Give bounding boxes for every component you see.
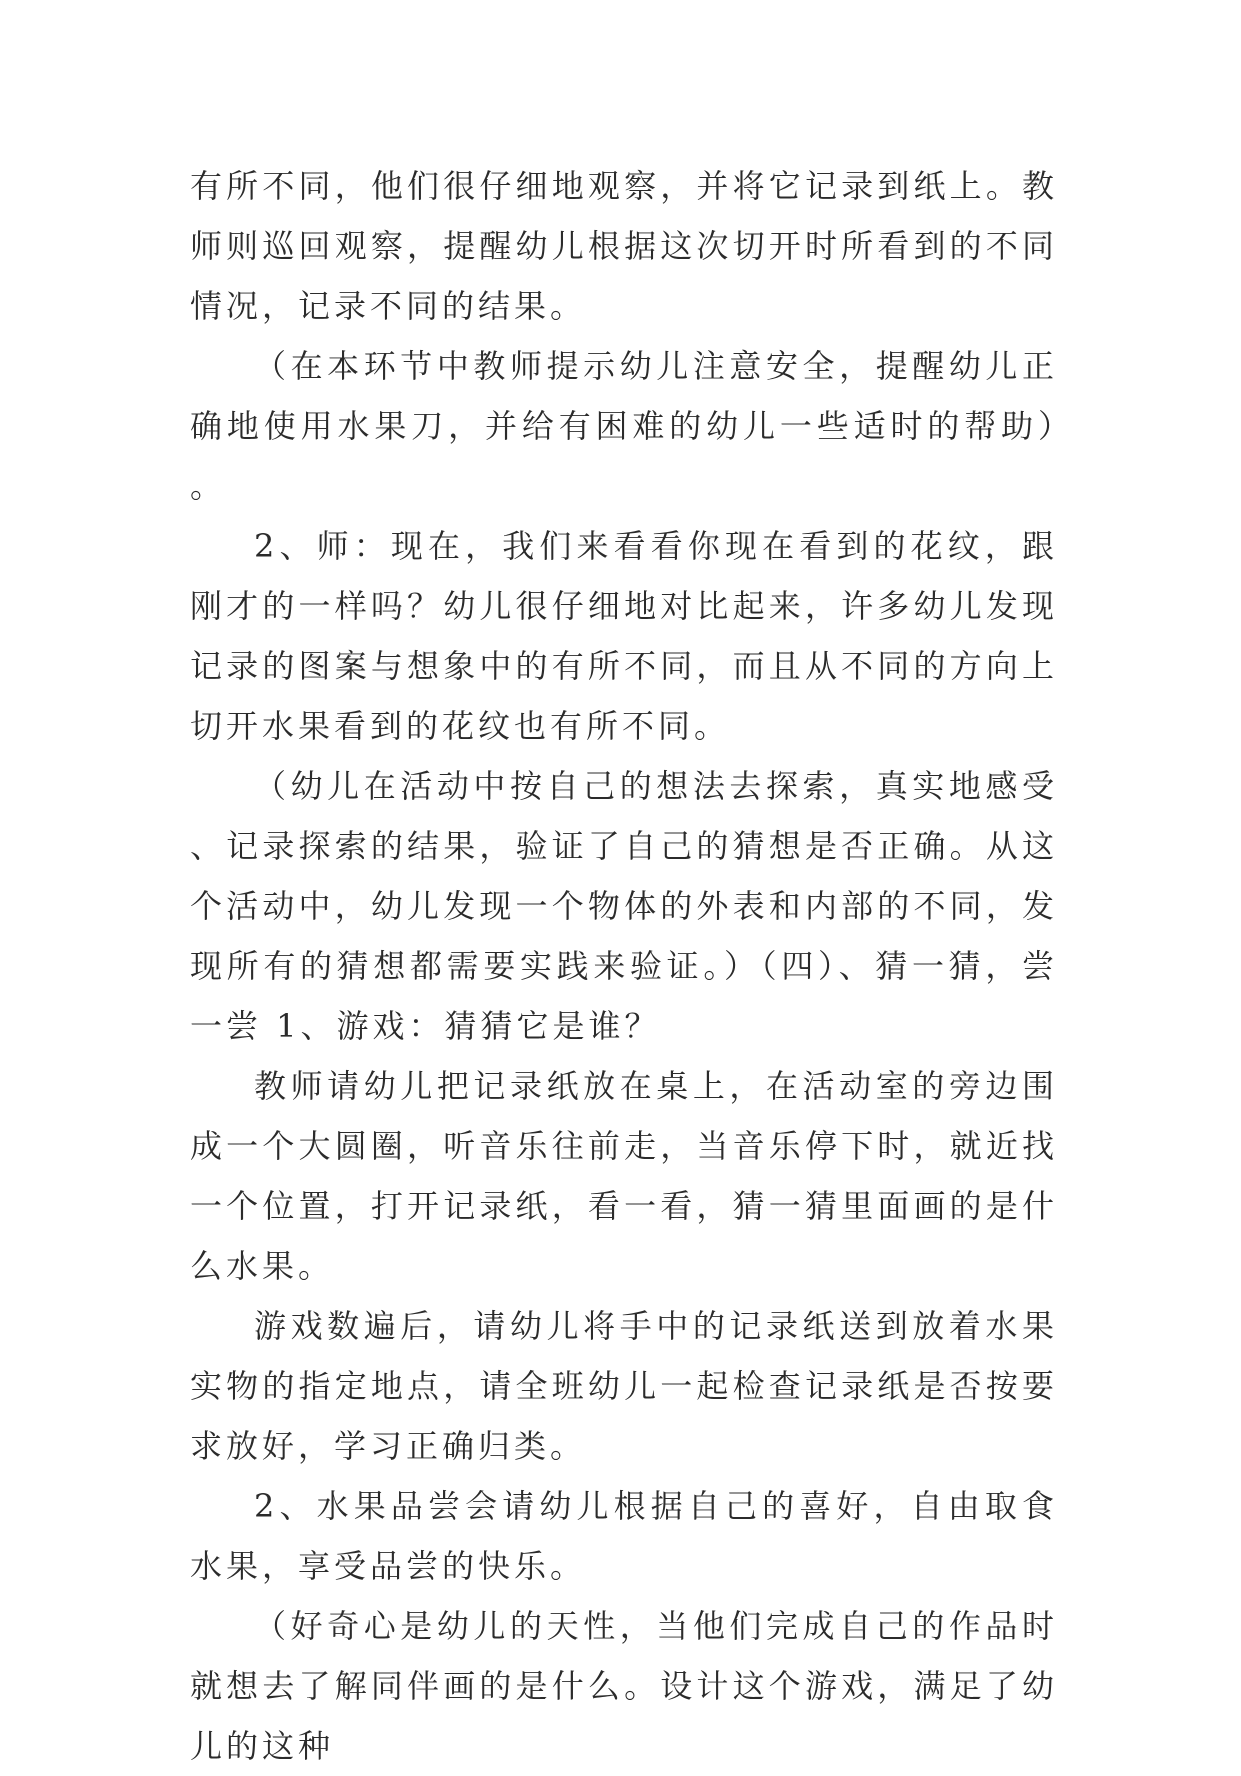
paragraph-1: 有所不同，他们很仔细地观察，并将它记录到纸上。教师则巡回观察，提醒幼儿根据这次切开时所看到的不同情况，记录不同的结果。 bbox=[190, 167, 1058, 325]
paragraph-3: 2、师：现在，我们来看看你现在看到的花纹，跟刚才的一样吗？幼儿很仔细地对比起来，许多幼儿发现记录的图案与想象中的有所不同，而且从不同的方向上切开水果看到的花纹也有所不同。 bbox=[190, 527, 1058, 745]
paragraph-6: 游戏数遍后，请幼儿将手中的记录纸送到放着水果实物的指定地点，请全班幼儿一起检查记录纸是否按要求放好，学习正确归类。 bbox=[190, 1307, 1058, 1465]
document-body bbox=[190, 156, 1058, 1776]
paragraph-5: 教师请幼儿把记录纸放在桌上，在活动室的旁边围成一个大圆圈，听音乐往前走，当音乐停下时，就近找一个位置，打开记录纸，看一看，猜一猜里面画的是什么水果。 bbox=[190, 1067, 1058, 1285]
paragraph-7: 2、水果品尝会请幼儿根据自己的喜好，自由取食水果，享受品尝的快乐。 bbox=[190, 1487, 1058, 1585]
paragraph-2: （在本环节中教师提示幼儿注意安全，提醒幼儿正确地使用水果刀，并给有困难的幼儿一些适时的帮助）。 bbox=[190, 347, 1058, 505]
paragraph-4: （幼儿在活动中按自己的想法去探索，真实地感受、记录探索的结果，验证了自己的猜想是否正确。从这个活动中，幼儿发现一个物体的外表和内部的不同，发现所有的猜想都需要实践来验证。）（四）、猜一猜，尝一尝 1、游戏：猜猜它是谁？ bbox=[190, 767, 1058, 1045]
paragraph-8: （好奇心是幼儿的天性，当他们完成自己的作品时就想去了解同伴画的是什么。设计这个游戏，满足了幼儿的这种 bbox=[190, 1607, 1058, 1765]
